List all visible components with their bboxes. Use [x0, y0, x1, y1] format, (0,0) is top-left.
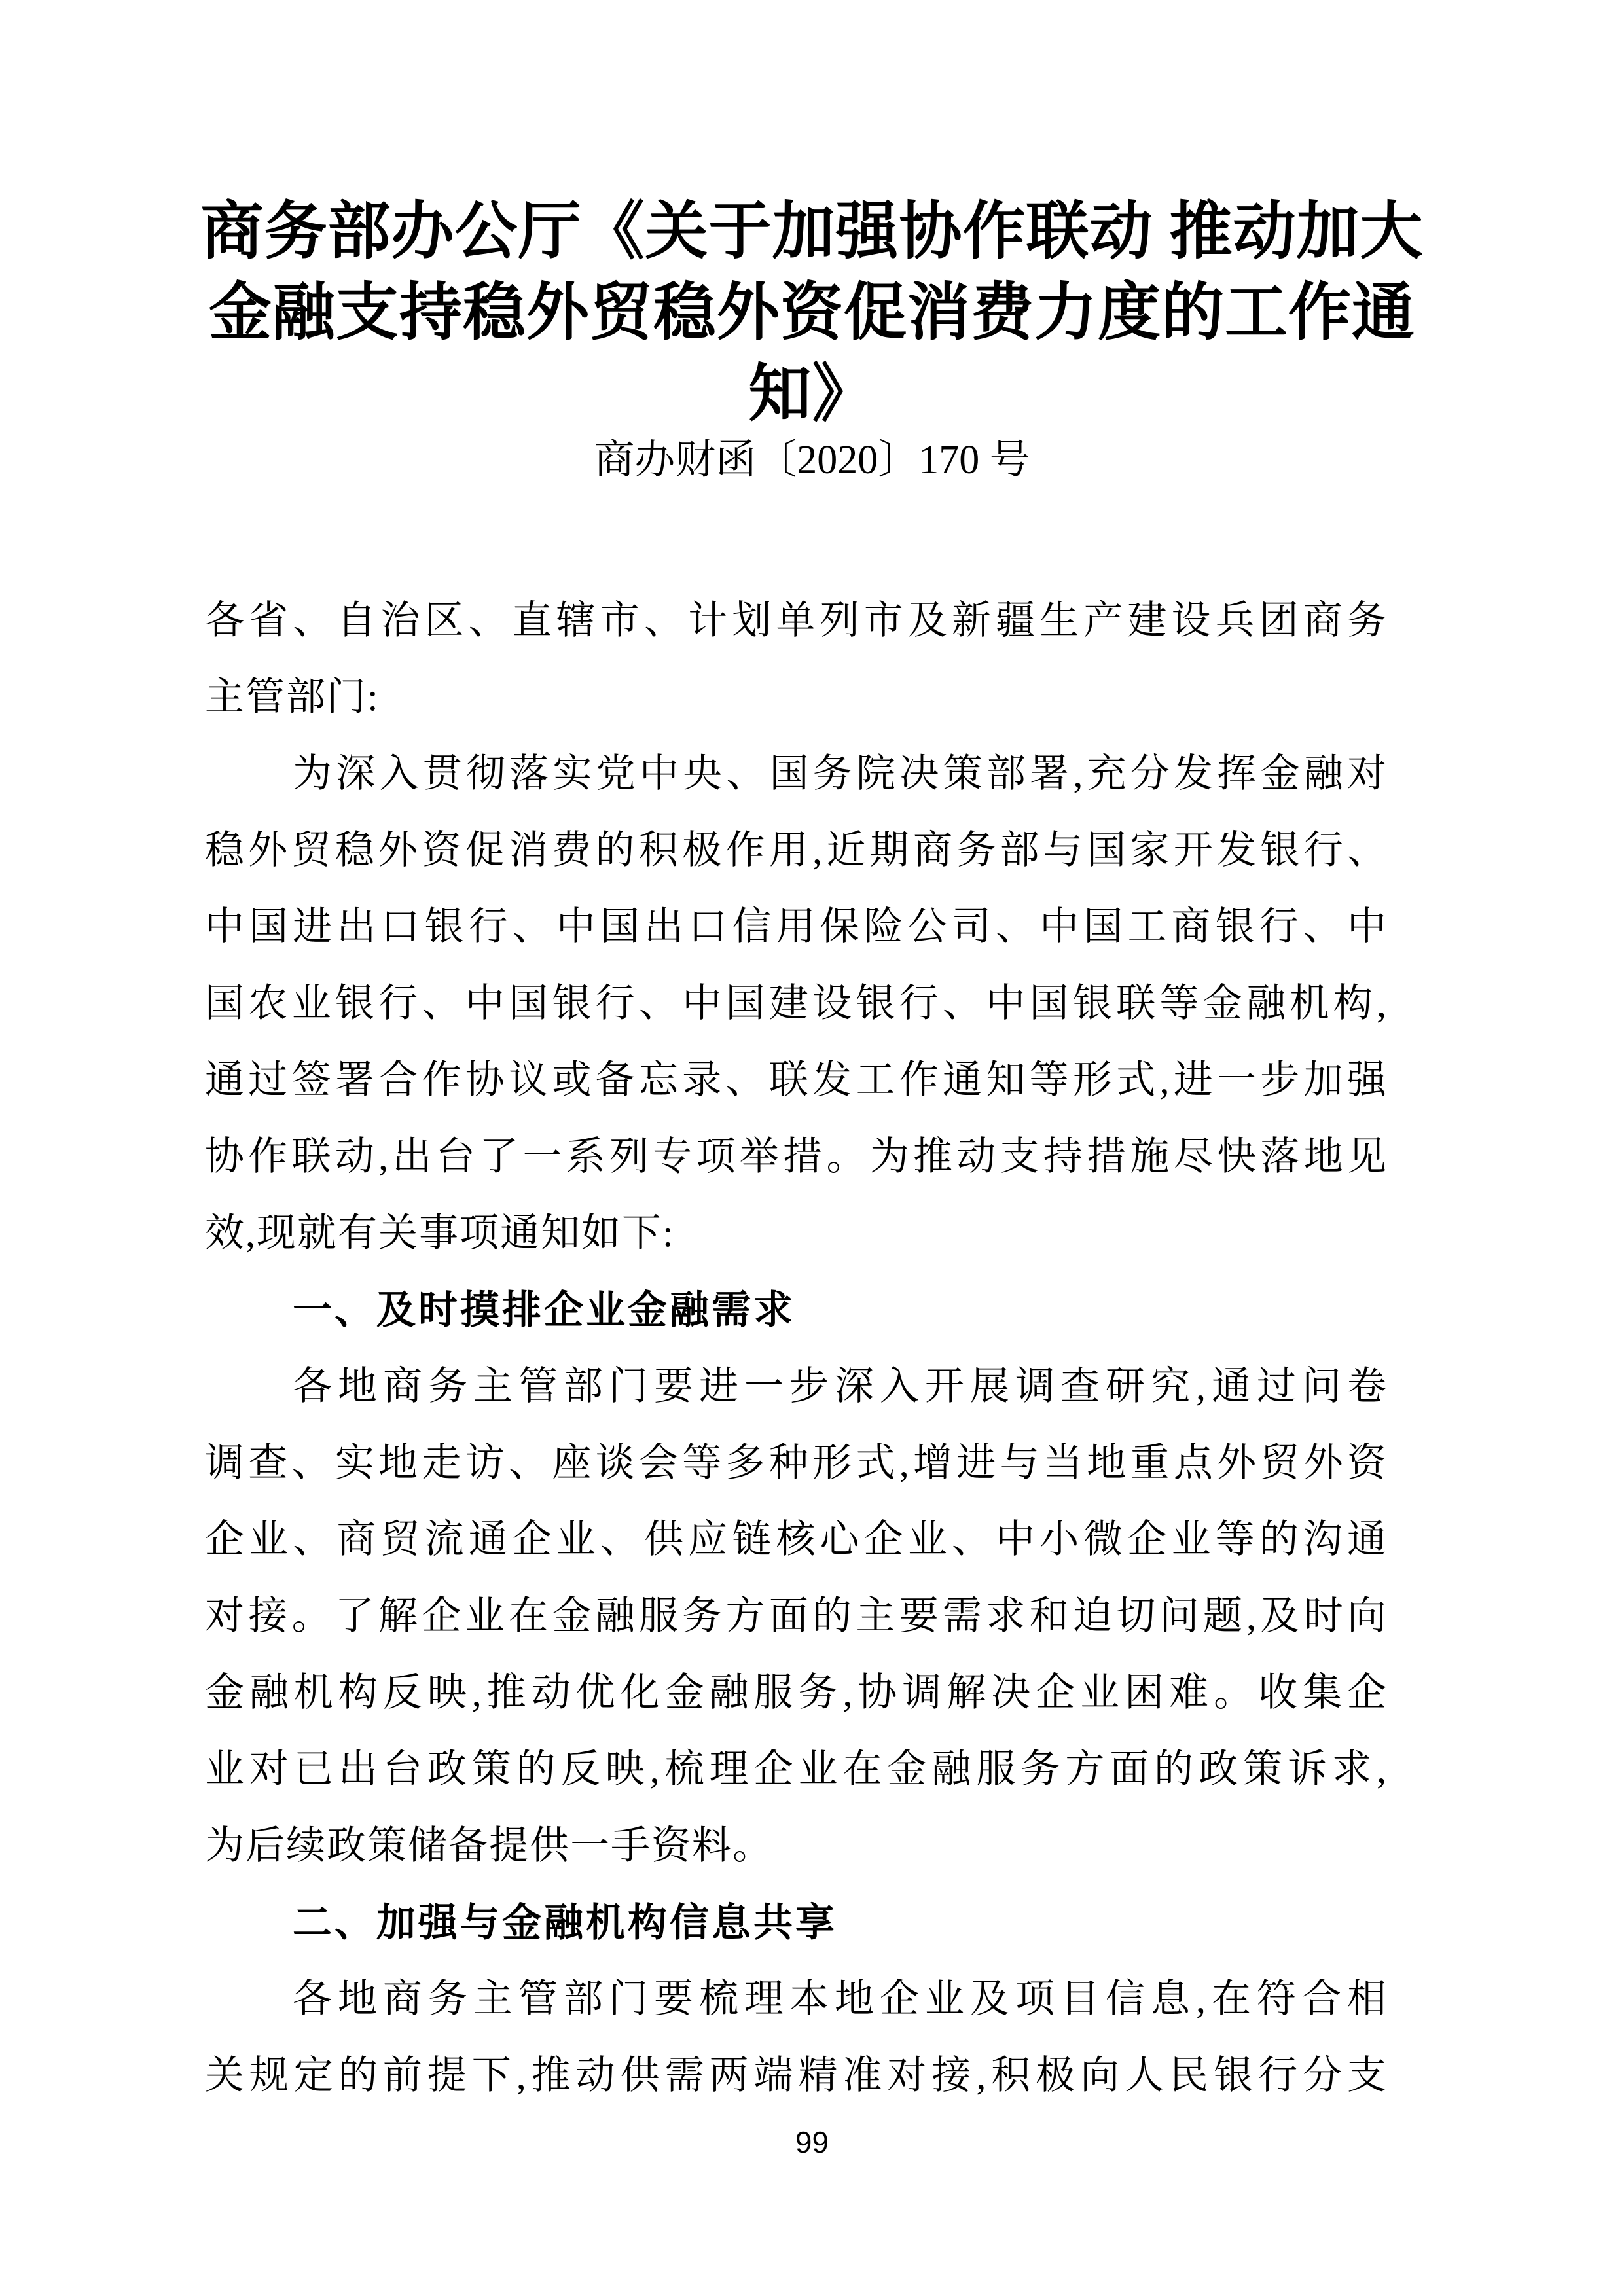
- title-line-1: 商务部办公厅《关于加强协作联动 推动加大: [200, 196, 1424, 266]
- body-line: 通过签署合作协议或备忘录、联发工作通知等形式,进一步加强: [205, 1058, 1388, 1102]
- page-number: 99: [795, 2125, 829, 2159]
- title-line-3: 知》: [748, 359, 876, 429]
- section-heading-1: 一、及时摸排企业金融需求: [293, 1288, 795, 1332]
- body-line: 金融机构反映,推动优化金融服务,协调解决企业困难。收集企: [205, 1671, 1388, 1714]
- body-line: 协作联动,出台了一系列专项举措。为推动支持措施尽快落地见: [205, 1135, 1388, 1178]
- body-line: 各省、自治区、直辖市、计划单列市及新疆生产建设兵团商务: [205, 599, 1388, 642]
- body-line: 主管部门:: [205, 675, 380, 719]
- title-line-2: 金融支持稳外贸稳外资促消费力度的工作通: [209, 278, 1415, 348]
- body-line: 各地商务主管部门要梳理本地企业及项目信息,在符合相: [293, 1977, 1388, 2020]
- document-title: [0, 191, 1624, 435]
- document-body: [205, 583, 1388, 2114]
- body-line: 各地商务主管部门要进一步深入开展调查研究,通过问卷: [293, 1365, 1388, 1408]
- body-line: 对接。了解企业在金融服务方面的主要需求和迫切问题,及时向: [205, 1594, 1388, 1638]
- body-line: 业对已出台政策的反映,梳理企业在金融服务方面的政策诉求,: [205, 1748, 1388, 1791]
- body-line: 为后续政策储备提供一手资料。: [205, 1824, 773, 1867]
- body-line: 效,现就有关事项通知如下:: [205, 1211, 675, 1255]
- body-line: 企业、商贸流通企业、供应链核心企业、中小微企业等的沟通: [205, 1518, 1388, 1561]
- body-line: 国农业银行、中国银行、中国建设银行、中国银联等金融机构,: [205, 982, 1388, 1025]
- docket-number: 商办财函〔2020〕170 号: [594, 438, 1030, 482]
- body-line: 调查、实地走访、座谈会等多种形式,增进与当地重点外贸外资: [205, 1441, 1388, 1484]
- body-line: 稳外贸稳外资促消费的积极作用,近期商务部与国家开发银行、: [205, 829, 1388, 872]
- body-line: 中国进出口银行、中国出口信用保险公司、中国工商银行、中: [205, 905, 1388, 948]
- section-heading-2: 二、加强与金融机构信息共享: [293, 1901, 837, 1945]
- body-line: 关规定的前提下,推动供需两端精准对接,积极向人民银行分支: [205, 2054, 1388, 2097]
- body-line: 为深入贯彻落实党中央、国务院决策部署,充分发挥金融对: [293, 752, 1388, 795]
